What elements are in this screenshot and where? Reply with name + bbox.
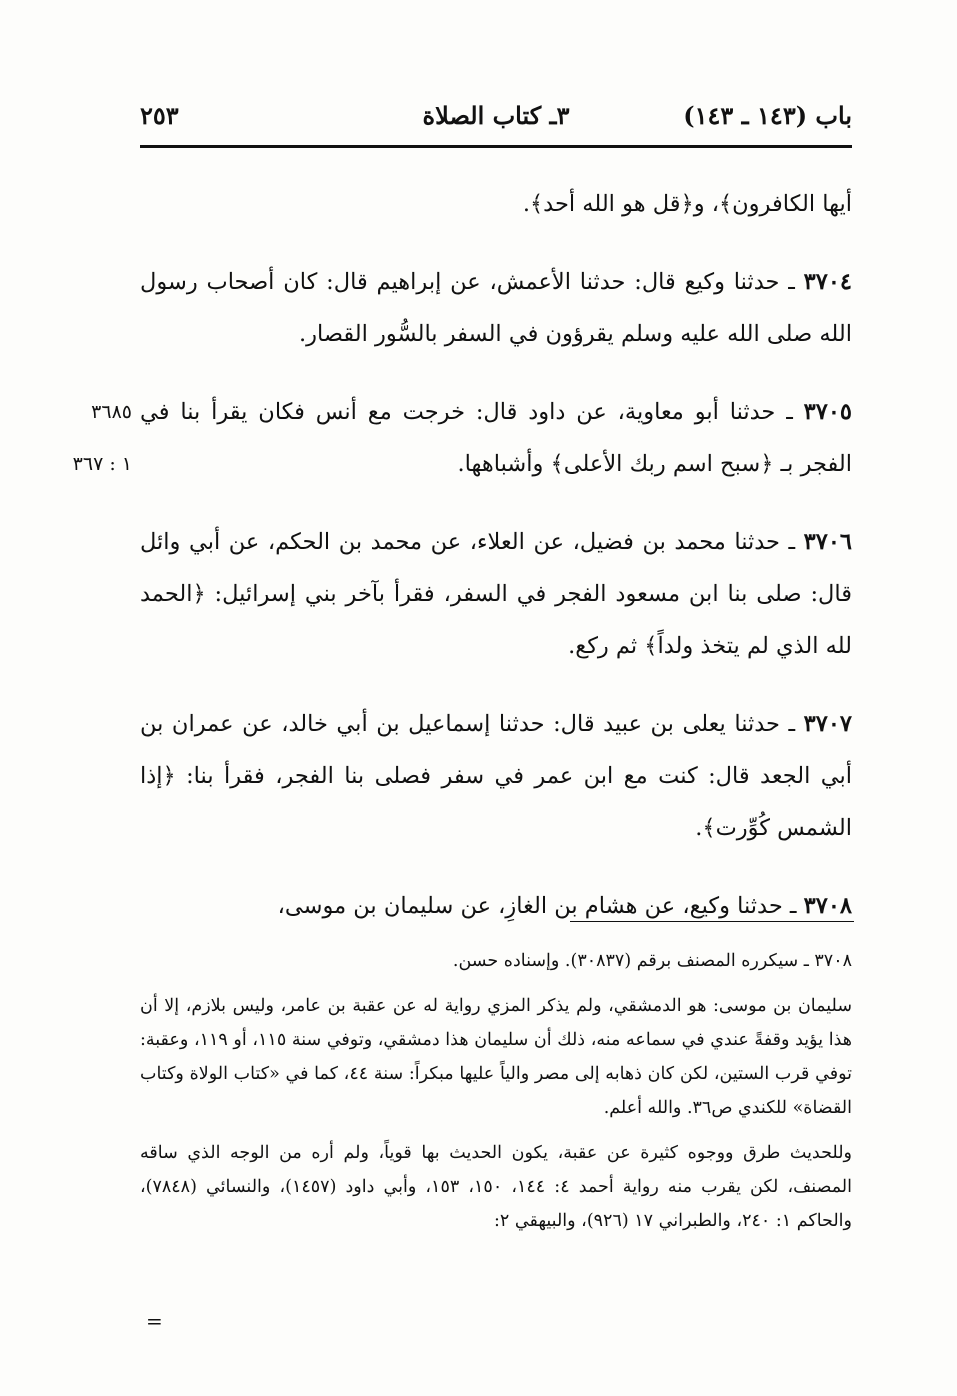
footnote: وللحديث طرق ووجوه كثيرة عن عقبة، يكون الحديث بها قوياً، ولم أره من الوجه الذي ساقه المصنف، لكن يقرب منه رواية أحمد ٤: ١٤٤، ١٥٠، ١٥٣، وأبي داود (١٤٥٧)، والنسائي (٧٨٤٨)، والحاكم ١: ٢٤٠، والطبراني ١٧ (٩٢٦)، والبيهقي ٢: bbox=[140, 1143, 852, 1231]
hadith-text: ـ حدثنا محمد بن فضيل، عن العلاء، عن محمد بن الحكم، عن أبي وائل قال: صلى بنا ابن مسعود الفجر في السفر، فقرأ بآخر بني إسرائيل: ﴿الحمد لله الذي لم يتخذ ولداً﴾ ثم ركع. bbox=[140, 529, 852, 659]
continuation-mark: = bbox=[146, 1309, 163, 1333]
hadith-text: ـ حدثنا أبو معاوية، عن داود قال: خرجت مع أنس فكان يقرأ بنا في الفجر بـ ﴿سبح اسم ربك الأعلى﴾ وأشباهها. bbox=[140, 399, 852, 477]
hadith-number: ٣٧٠٤ bbox=[803, 269, 852, 295]
margin-cross-reference: ١ : ٣٦٧ bbox=[72, 453, 132, 475]
hadith-number: ٣٧٠٦ bbox=[803, 529, 852, 555]
paragraph bbox=[140, 178, 852, 230]
book-title: ٣ـ كتاب الصلاة bbox=[422, 101, 570, 130]
hadith-paragraph bbox=[140, 256, 852, 360]
page-header bbox=[140, 96, 852, 136]
header-divider bbox=[140, 145, 852, 148]
main-text bbox=[72, 178, 853, 958]
hadith-paragraph bbox=[140, 698, 852, 854]
paragraph-text: أيها الكافرون﴾، و﴿قل هو الله أحد﴾. bbox=[522, 191, 852, 217]
hadith-text: ـ حدثنا وكيع، عن هشام بن الغازِ، عن سليمان بن موسى، bbox=[277, 893, 804, 919]
chapter-heading: باب (١٤٣ ـ ١٤٣) bbox=[683, 101, 852, 130]
hadith-text: ـ حدثنا يعلى بن عبيد قال: حدثنا إسماعيل بن أبي خالد، عن عمران بن أبي الجعد قال: كنت مع ابن عمر في سفر فصلى بنا الفجر، فقرأ بنا: ﴿إذا الشمس كُوِّرت﴾. bbox=[140, 711, 853, 841]
footnote-divider bbox=[570, 921, 854, 922]
footnote: ٣٧٠٨ ـ سيكرره المصنف برقم (٣٠٨٣٧). وإسناده حسن. bbox=[452, 951, 852, 971]
page-number: ٢٥٣ bbox=[140, 101, 179, 130]
hadith-paragraph bbox=[140, 516, 852, 672]
hadith-paragraph bbox=[72, 386, 852, 490]
hadith-number: ٣٧٠٥ bbox=[803, 399, 852, 425]
footnotes bbox=[140, 944, 852, 1249]
footnote: سليمان بن موسى: هو الدمشقي، ولم يذكر المزي رواية له عن عقبة بن عامر، وليس بلازم، إلا أن هذا يؤيد وقفةً عندي في سماعه منه، ذلك أن سليمان هذا دمشقي، وتوفي سنة ١١٥، أو ١١٩، وعقبة: توفي قرب الستين، لكن كان ذهابه إلى مصر والياً عليها مبكراً: سنة ٤٤، كما في «كتاب الولاة وكتاب القضاة» للكندي ص٣٦. والله أعلم. bbox=[140, 996, 852, 1118]
hadith-paragraph bbox=[140, 880, 852, 932]
hadith-number: ٣٧٠٧ bbox=[803, 711, 852, 737]
hadith-number: ٣٧٠٨ bbox=[803, 893, 852, 919]
hadith-text: ـ حدثنا وكيع قال: حدثنا الأعمش، عن إبراهيم قال: كان أصحاب رسول الله صلى الله عليه وسلم يقرؤون في السفر بالسُّور القصار. bbox=[140, 269, 852, 347]
margin-cross-reference: ٣٦٨٥ bbox=[91, 401, 132, 423]
